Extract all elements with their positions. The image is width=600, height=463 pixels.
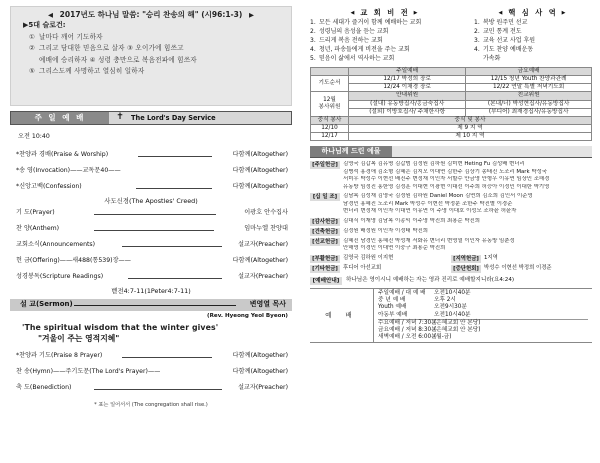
offering-names: 후디어 아선교회 <box>343 264 382 271</box>
offering-names: 박성수 이현선 박정희 이경준 <box>484 264 552 271</box>
vision-title: ◀ 교 회 비 전 ▶ <box>350 8 420 17</box>
offering-group <box>451 265 592 273</box>
offerings-tab-label: 하나님께 드린 예물 <box>310 146 392 157</box>
offering-tag: [증단헌회] <box>451 265 481 273</box>
service-order-row <box>10 225 292 235</box>
table-cell: (부디어) 최재경집사/유동방집사 <box>466 108 592 116</box>
service-order-row <box>10 273 292 283</box>
offering-pair <box>310 255 592 263</box>
schedule-time: (은혜교회 안 본당) <box>434 326 481 333</box>
row-header: 중식 봉사 <box>311 116 349 124</box>
offering-group <box>451 255 592 263</box>
sermon-divider <box>74 305 236 306</box>
item-text: 가속화 <box>483 55 501 62</box>
offering-group <box>310 228 592 236</box>
table-cell: 제 10 지 역 <box>349 133 592 141</box>
schedule-service: 아동부 예배 <box>378 311 408 318</box>
offering-line: 김혜진 남경민 홍혜진 박성재 서화유 변너리 변영열 이인자 유동방 임춘정 <box>343 237 515 244</box>
leader-line <box>94 389 222 390</box>
slogan-line: ⑤ 그리스도께 사명하고 열심히 일하자 <box>29 66 145 75</box>
service-item-leader: 다함께(Altogether) <box>232 182 288 190</box>
offering-line: 김영국 김갑복 김유명 김갑범 김정원 김하원 김미현 Heting Fu 김성배 변너리 <box>343 161 525 168</box>
offering-names <box>343 193 592 216</box>
schedule-service: 주일예배 / 대 예 배 <box>378 289 426 296</box>
offering-line: 안해영 이경민 이대연 이중구 최용순 박진희 <box>343 245 446 252</box>
row-header: 기도순서 <box>311 76 349 92</box>
sermon-header <box>10 299 292 311</box>
item-text: 모든 세대가 즐거이 함께 예배하는 교회 <box>319 19 422 26</box>
service-item-leader: 다함께(Altogether) <box>232 368 288 376</box>
service-item-title: *송 영(Invocation)——교독문40—— <box>16 166 121 174</box>
vision-item <box>310 46 460 55</box>
mission-item <box>474 19 592 28</box>
offering-names: 김영국 김하원 이지현 <box>343 254 394 261</box>
leader-line <box>94 230 214 231</box>
schedule-service: 중 년 예 배 <box>378 297 406 304</box>
item-text: 믿음이 삶에서 역사하는 교회 <box>319 55 395 62</box>
service-header <box>10 111 292 125</box>
worship-info <box>310 277 592 285</box>
vision-item <box>310 37 460 46</box>
offering-line: 김병석 홍경애 김소형 김혜은 김지오 이대연 김한주 김상기 송태진 노조리 Mark 박성국 <box>343 168 547 175</box>
offering-line: 김남복 김성재 김영국 김정원 김하원 Daniel Moon 김연희 김소희 김인서 이준영 <box>343 193 533 200</box>
item-number: 2. <box>310 28 316 35</box>
schedule-row <box>378 312 588 319</box>
item-text: 드리게 복음 전하는 교회 <box>319 37 383 44</box>
arrow-left-icon: ◀ <box>48 11 54 19</box>
service-order-row <box>10 183 292 193</box>
worship-info-tag: [예배안내] <box>310 277 342 285</box>
service-item-title: 축 도(Benediction) <box>16 384 72 392</box>
mission-title: ◀ 핵 심 사 역 ▶ <box>498 8 568 17</box>
offering-tag: [주일헌금] <box>310 161 340 169</box>
item-number: 3. <box>474 37 480 44</box>
leader-line <box>138 156 212 157</box>
schedule-service: Youth 예배 <box>378 304 407 311</box>
offering-group <box>310 218 592 226</box>
offering-line: 유동방 임정진 홍한영 김정훈 이대현 이광현 이대선 이주희 허승아 이정민 이대한 박기영 <box>343 183 550 190</box>
item-number: 1. <box>310 19 316 26</box>
table-cell: 제 9 지 역 <box>349 124 592 132</box>
service-item-title: 헌 금(Offering)——새488(통539)장—— <box>16 256 131 264</box>
offering-line: 서미우 박성수 이현선 배진주 변정재 이인자 서할수 안금영 안형우 이유연 임상민 조해경 <box>343 176 550 183</box>
schedule-row <box>378 304 588 311</box>
service-order-row <box>10 209 292 219</box>
table-cell: (설내) 유동방집사/홍금숙집사 <box>349 100 466 108</box>
item-number: 5. <box>310 55 316 62</box>
item-number: 3. <box>310 37 316 44</box>
schedule-time: 오후 2시 <box>434 297 456 304</box>
service-order-row <box>10 151 292 161</box>
vision-item <box>310 55 460 64</box>
item-number: 4. <box>310 46 316 53</box>
creed-label: 사도신경(The Apostles' Creed) <box>104 196 198 205</box>
mission-item <box>474 37 592 46</box>
theme-title-text: 2017년도 하나님 말씀: "승리 찬송의 해" (시96:1-3) <box>59 10 243 19</box>
offering-group <box>310 193 592 216</box>
tab-fill <box>392 146 592 157</box>
duty-roster-table <box>310 67 592 141</box>
item-text: 청년, 파송들에게 비전을 주는 교회 <box>319 46 410 53</box>
leader-line <box>122 246 222 247</box>
schedule-time: (월-금) <box>434 333 452 340</box>
service-order-row <box>10 167 292 177</box>
leader-line <box>136 188 212 189</box>
service-item-leader: 다함께(Altogether) <box>232 256 288 264</box>
offering-names <box>343 238 592 253</box>
schedule-service: 금요예배 / 저녁 8:30분 <box>378 326 437 333</box>
offering-names <box>343 228 592 236</box>
schedule-service: 수요예배 / 저녁 7:30분 <box>378 320 437 327</box>
offering-line: 김대식 이재영 김남복 이종익 이주영 박진희 최용순 박진희 <box>343 217 480 224</box>
core-ministry <box>474 8 592 64</box>
leader-line <box>122 357 212 358</box>
offering-names <box>343 218 592 226</box>
service-order-row <box>10 352 292 362</box>
table-cell: 12/10 <box>311 124 349 132</box>
preacher-name-en: (Rev. Hyeong Yeol Byeon) <box>207 312 288 319</box>
offering-tag: [지역헌금] <box>451 255 481 263</box>
item-number: 2. <box>474 28 480 35</box>
service-order-row <box>10 384 292 394</box>
schedule-time: 오전10시40분 <box>434 289 471 296</box>
annual-theme-title <box>17 10 285 19</box>
schedule-time: 오전10시40분 <box>434 311 471 318</box>
offerings-tab <box>310 146 592 158</box>
arrow-right-icon: ▶ <box>248 11 254 19</box>
service-item-leader: 다함께(Altogether) <box>232 352 288 360</box>
table-cell: (설외) 이방호집사/ 주채한사항 <box>349 108 466 116</box>
vision-item <box>310 28 460 37</box>
row-header: 12월 봉사위원 <box>311 92 349 116</box>
offering-line: 변너리 변정재 이인자 이대연 이유연 이 주영 이대호 이성모 조하윤 허윤자 <box>343 208 517 215</box>
service-item-title: 교회소식(Announcements) <box>16 240 96 248</box>
column-header: 금요예배 <box>466 68 592 76</box>
leader-line <box>94 214 216 215</box>
slogan-line: ① 날마다 깨어 기도하자 <box>29 33 103 42</box>
offering-names <box>343 161 592 191</box>
service-time: 오전 10:40 <box>18 133 50 140</box>
service-item-leader: 이광호 안수집사 <box>244 208 288 216</box>
service-order-row <box>10 257 292 267</box>
vision-item <box>310 19 460 28</box>
table-cell: 12/17 <box>311 133 349 141</box>
column-header: 중식 및 봉사 <box>349 116 592 124</box>
cross-icon: ✝ <box>116 112 124 123</box>
mission-item <box>474 55 592 64</box>
service-item-title: 찬 양(Anthem) <box>16 224 60 232</box>
offering-tag: [십 일 조] <box>310 193 340 201</box>
table-cell: 12/15 청년 Youth 찬양과관례 <box>466 76 592 84</box>
table-cell: (본내/너) 박성현집사/유동방집사 <box>466 100 592 108</box>
item-number: 4. <box>474 46 480 53</box>
schedule-row <box>378 334 588 341</box>
scripture-reference: 벧전4:7-11(1Peter4:7-11) <box>111 286 191 295</box>
standing-footnote: * 표는 일어서서 (The congregation shall rise.) <box>94 402 208 409</box>
column-header: 주일예배 <box>349 68 466 76</box>
vision-mission-row <box>310 8 592 64</box>
service-item-title: *찬양과 기도(Praise 8 Prayer) <box>16 352 103 360</box>
service-item-title: 찬 송(Hymn)——주기도문(The Lord's Prayer)—— <box>16 368 161 376</box>
slogan-heading: ▶5대 슬로건: <box>23 21 66 30</box>
worship-verse: 하나님은 영이시니 예배하는 자는 영과 진리로 예배할지니라(요4:24) <box>346 277 515 284</box>
table-corner <box>311 68 349 76</box>
mission-item <box>474 46 592 55</box>
schedule-time: 오전9시30분 <box>434 304 467 311</box>
offering-tag: [기타헌금] <box>310 265 340 273</box>
mission-item <box>474 28 592 37</box>
service-item-title: *신앙고백(Confession) <box>16 182 82 190</box>
service-order-row <box>10 368 292 378</box>
service-title-ko: 주 일 예 배 <box>11 112 109 124</box>
item-text: 교육 선교 사업 후원 <box>483 37 536 44</box>
schedule-row <box>378 327 588 334</box>
offering-group <box>310 255 451 263</box>
offering-group <box>310 265 451 273</box>
table-cell: 12/24 이채경 장로 <box>349 84 466 92</box>
service-item-leader: 다함께(Altogether) <box>232 166 288 174</box>
slogan-line: ② 그리고 담대한 믿음으로 살자 ③ 오이가에 힘쓰고 <box>29 44 184 53</box>
column-header: 안내위원 <box>349 92 466 100</box>
item-text: 복방 원주민 선교 <box>483 19 528 26</box>
offering-names: 1지역 <box>484 254 498 261</box>
service-item-leader: 설교자(Preacher) <box>237 240 288 248</box>
offering-line: 김정원 배정원 이인자 이정태 박진희 <box>343 227 428 234</box>
schedule-service: 새벽예배 / 오전 6:00분 <box>378 333 437 340</box>
offering-group <box>310 161 592 191</box>
offering-tag: [감사헌금] <box>310 218 340 226</box>
service-item-title: 기 도(Prayer) <box>16 208 55 216</box>
sermon-title-ko: "겨울이 주는 영적지혜" <box>38 334 120 344</box>
table-cell: 12/22 연말 특별 저녁기도회 <box>466 84 592 92</box>
worship-schedule-label: 예 배 <box>310 289 374 343</box>
item-text: 교민 통계 전도 <box>483 28 522 35</box>
service-order-row <box>10 241 292 251</box>
service-item-leader: 설교자(Preacher) <box>237 384 288 392</box>
sermon-label: 설 교(Sermon) <box>20 300 73 309</box>
item-text: 기도 찬양 예배운동 <box>483 46 534 53</box>
schedule-row <box>378 290 588 297</box>
offering-pair <box>310 265 592 273</box>
offering-line: 남경민 홍혜진 노조리 Mark 박성수 이현선 박정분 조한주 박진별 이경준 <box>343 200 513 207</box>
service-item-title: *찬양과 경배(Praise & Worship) <box>16 150 109 158</box>
service-item-leader: 다함께(Altogether) <box>232 150 288 158</box>
schedule-time: (은혜교회 안 본당) <box>434 320 481 327</box>
item-number: 1. <box>474 19 480 26</box>
offering-group <box>310 238 592 253</box>
service-item-leader: 임마누엘 찬양대 <box>244 224 288 232</box>
column-header: 친교위원 <box>466 92 592 100</box>
worship-schedule <box>310 288 592 344</box>
service-item-title: 성경봉독(Scripture Readings) <box>16 272 104 280</box>
schedule-row <box>378 319 588 326</box>
church-vision <box>310 8 460 64</box>
annual-theme-box <box>10 6 292 106</box>
schedule-row <box>378 297 588 304</box>
slogan-line: 예배에 승리하자 ④ 성령 충만으로 복음전파에 힘쓰자 <box>39 55 197 64</box>
table-cell: 12/17 박정희 장로 <box>349 76 466 84</box>
church-news-page <box>300 0 600 463</box>
sermon-title-en: 'The spiritual wisdom that the winter gives' <box>22 322 219 332</box>
offering-tag: [건축헌금] <box>310 228 340 236</box>
leader-line <box>128 278 222 279</box>
offering-tag: [선교헌금] <box>310 238 340 246</box>
item-text: 성령님의 음성을 듣는 교회 <box>319 28 389 35</box>
sermon-preacher: 변영열 목사 <box>249 300 286 309</box>
service-title-en: The Lord's Day Service <box>131 113 216 122</box>
offering-tag: [부활헌금] <box>310 255 340 263</box>
service-item-leader: 설교자(Preacher) <box>237 272 288 280</box>
offerings-list <box>310 161 592 273</box>
